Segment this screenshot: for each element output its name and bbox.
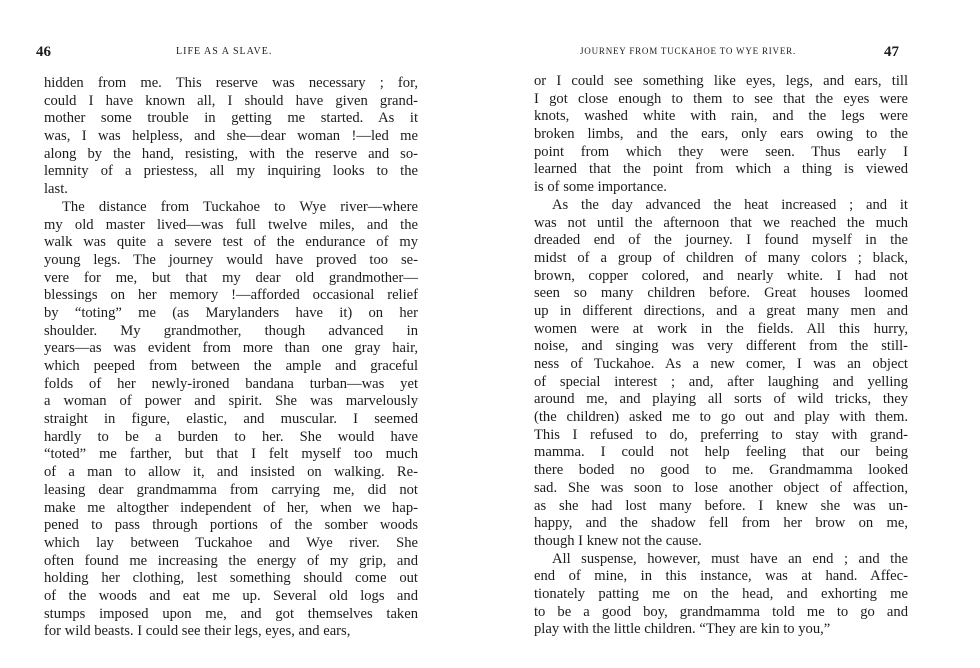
text-line: often found me increasing the energy of my grip, and xyxy=(44,552,418,569)
text-line: up in different directions, and a great many men and xyxy=(534,302,908,319)
right-body-text xyxy=(534,73,908,639)
text-line: stumps imposed upon me, and got themselves taken xyxy=(44,605,418,622)
text-line: seen so many children before. Great houses loomed xyxy=(534,285,908,302)
text-line: a woman of power and spirit. She was marvelously xyxy=(44,393,418,410)
text-line: walk was quite a severe test of the endurance of my xyxy=(44,234,418,251)
left-page-number: 46 xyxy=(36,44,51,60)
text-line: though I knew not the cause. xyxy=(534,532,702,549)
text-line: which peeped from between the ample and graceful xyxy=(44,358,418,374)
text-line: my old master lived—was full twelve miles, and the xyxy=(44,216,418,233)
text-line: broken limbs, and the ears, only ears owing to the xyxy=(534,126,908,143)
text-line: hardly to be a burden to her. She would have xyxy=(44,428,418,445)
text-line: This I refused to do, preferring to stay with grand- xyxy=(534,426,908,443)
text-line: of a man to allow it, and insisted on walking. Re- xyxy=(44,464,418,481)
text-line: which lay between Tuckahoe and Wye river. She xyxy=(44,534,418,551)
text-line: holding her clothing, lest something should come out xyxy=(44,570,418,587)
text-line: was not until the afternoon that we reached the much xyxy=(534,214,908,231)
text-line: midst of a group of children of many colors ; black, xyxy=(534,249,908,266)
text-line: sad. She was soon to lose another object of affection, xyxy=(534,479,908,496)
text-line: I got close enough to them to see that the eyes were xyxy=(534,90,908,107)
left-running-head: LIFE AS A SLAVE. xyxy=(176,46,273,57)
text-line: end of mine, in this instance, was at hand. Affec- xyxy=(534,568,908,585)
text-line: noise, and singing was very different from the still- xyxy=(534,338,908,355)
text-line: of special interest ; and, after laughing and yelling xyxy=(534,373,908,390)
text-line: knots, washed white with rain, and the legs were xyxy=(534,108,908,125)
left-body-text xyxy=(44,75,418,641)
text-line: learned that the point from which a thing is viewed xyxy=(534,161,908,178)
text-line: ness of Tuckahoe. As a new comer, I was an object xyxy=(534,356,908,372)
text-line: around me, and playing all sorts of wild tricks, they xyxy=(534,391,908,408)
text-line: mamma. I could not help feeling that our being xyxy=(534,444,908,461)
text-line: to be a good boy, grandmamma told me to go and xyxy=(534,603,908,620)
text-line: “toted” me farther, but that I felt myself too much xyxy=(44,446,418,463)
right-page xyxy=(490,0,980,668)
text-line: straight in figure, elastic, and muscular. I seemed xyxy=(44,411,418,428)
text-line: mother some trouble in getting me started. As it xyxy=(44,110,418,127)
text-line: dreaded end of the journey. I found myself in the xyxy=(534,232,908,249)
text-line: blessings on her memory !—afforded occasional relief xyxy=(44,287,418,304)
text-line: there boded no good to me. Grandmamma looked xyxy=(534,462,908,479)
right-running-head: JOURNEY FROM TUCKAHOE TO WYE RIVER. xyxy=(580,46,797,56)
text-line: shoulder. My grandmother, though advanced in xyxy=(44,322,418,339)
text-line: make me altogther independent of her, when we hap- xyxy=(44,499,418,516)
text-line: folds of her newly-ironed bandana turban—was yet xyxy=(44,375,418,392)
text-line: or I could see something like eyes, legs, and ears, till xyxy=(534,73,908,89)
text-line: by “toting” me (as Marylanders have it) on her xyxy=(44,304,418,321)
text-line: of the woods and eat me up. Several old logs and xyxy=(44,587,418,604)
text-line: The distance from Tuckahoe to Wye river—where xyxy=(62,198,418,215)
text-line: is of some importance. xyxy=(534,179,667,196)
text-line: lemnity of a priestess, all my inquiring looks to the xyxy=(44,163,418,180)
text-line: brown, copper colored, and nearly white. I had not xyxy=(534,267,908,284)
text-line: pened to pass through portions of the somber woods xyxy=(44,517,418,534)
text-line: happy, and the shadow fell from her brow on me, xyxy=(534,515,908,532)
text-line: women were at work in the fields. All this hurry, xyxy=(534,320,908,337)
text-line: years—as was evident from more than one gray hair, xyxy=(44,340,418,357)
text-line: was, I was helpless, and she—dear woman !—led me xyxy=(44,128,418,145)
text-line: last. xyxy=(44,181,68,198)
text-line: along by the hand, resisting, with the reserve and so- xyxy=(44,145,418,162)
text-line: vere for me, but that my dear old grandmother— xyxy=(44,269,418,286)
text-line: play with the little children. “They are kin to you,” xyxy=(534,621,831,638)
text-line: as she had lost many before. I knew she was un- xyxy=(534,497,908,514)
right-page-number: 47 xyxy=(884,44,899,60)
text-line: hidden from me. This reserve was necessary ; for, xyxy=(44,75,418,91)
text-line: All suspense, however, must have an end ; and the xyxy=(552,550,908,567)
text-line: tionately patting me on the head, and exhorting me xyxy=(534,585,908,602)
text-line: point from which they were seen. Thus early I xyxy=(534,143,908,160)
text-line: young legs. The journey would have proved too se- xyxy=(44,251,418,268)
text-line: for wild beasts. I could see their legs, eyes, and ears, xyxy=(44,623,351,640)
text-line: leasing dear grandmamma from carrying me, did not xyxy=(44,481,418,498)
text-line: (the children) asked me to go out and play with them. xyxy=(534,409,908,426)
text-line: could I have known all, I should have given grand- xyxy=(44,92,418,109)
text-line: As the day advanced the heat increased ; and it xyxy=(552,196,908,213)
